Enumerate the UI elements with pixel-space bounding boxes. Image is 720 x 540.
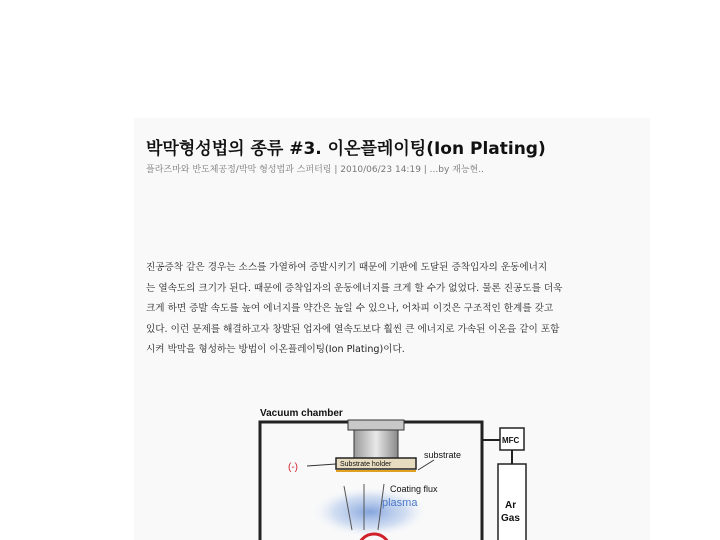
body-line: 는 열속도의 크기가 된다. 때문에 증착입자의 운동에너지를 크게 할 수가 없었다. 물론 진공도를 더욱 <box>146 282 563 294</box>
article-body <box>146 258 648 361</box>
article-meta: 플라즈마와 반도체공정/박막 형성법과 스퍼터링 | 2010/06/23 14:19 | ...by 재능현.. <box>146 165 484 175</box>
substrate-arrow <box>418 460 434 470</box>
plasma-label: plasma <box>382 497 418 509</box>
electrode-top <box>348 420 404 430</box>
body-line: 시켜 박막을 형성하는 방법이 이온플레이팅(Ion Plating)이다. <box>146 344 405 355</box>
gas-label-ar: Ar <box>505 500 517 511</box>
article-title: 박막형성법의 종류 #3. 이온플레이팅(Ion Plating) <box>146 139 546 159</box>
bias-label: (-) <box>288 462 298 473</box>
substrate-holder-label: Substrate holder <box>340 461 392 468</box>
body-line: 크게 하면 증발 속도를 높여 에너지를 약간은 높일 수 있으나, 어차피 이것은 구조적인 한계를 갖고 <box>146 303 554 314</box>
bias-arrow <box>307 464 336 466</box>
body-line: 있다. 이런 문제를 해결하고자 창발된 업자에 열속도보다 훨씬 큰 에너지로 가속된 이온을 같이 포함 <box>146 323 560 335</box>
gas-label-gas: Gas <box>501 513 520 524</box>
article-page <box>134 118 650 540</box>
vacuum-chamber-label: Vacuum chamber <box>260 408 343 419</box>
body-line: 진공증착 같은 경우는 소스를 가열하여 증발시키기 때문에 기판에 도달된 증착입자의 운동에너지 <box>146 262 548 273</box>
ion-plating-diagram <box>252 400 532 540</box>
coating-flux-label: Coating flux <box>390 484 438 494</box>
mfc-label: MFC <box>502 436 520 445</box>
electrode-body <box>354 430 398 458</box>
substrate-label: substrate <box>424 450 462 460</box>
